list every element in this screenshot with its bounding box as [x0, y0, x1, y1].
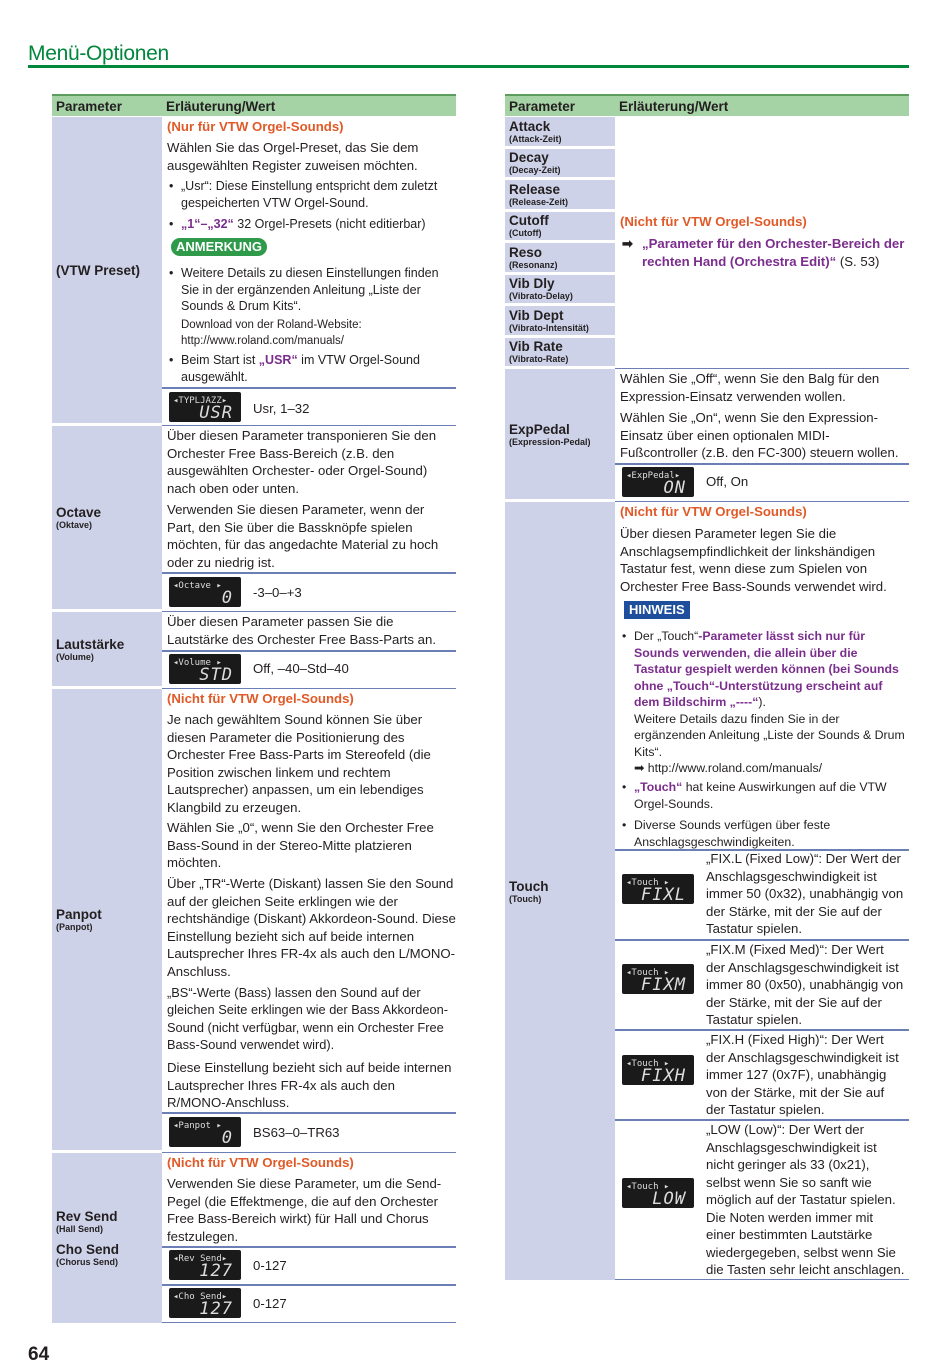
cho-send-lcd-display: [169, 1288, 241, 1318]
touch-b1-highlight: -Parameter lässt sich nur für Sounds verwenden, die allein über die Tastatur gespielt werden können (bei Sounds ohne „Touch“-Unterstützung erscheint auf dem Bildschirm „----“: [634, 629, 899, 709]
cho-send-sub: (Chorus Send): [56, 1257, 118, 1267]
vtw-bullet-4: [181, 352, 453, 385]
decay-sub: (Decay-Zeit): [509, 165, 561, 176]
vtw-lcd-value: USR: [199, 402, 233, 423]
vib-rate-name: Vib Rate: [509, 339, 563, 355]
vtw-bullet-3: • Weitere Details zu diesen Einstellungen finden Sie in der ergänzenden Anleitung „Liste der Sounds & Drum Kits“.: [181, 265, 453, 315]
vib-rate-param-cell: [505, 338, 615, 370]
touch-param-cell: [505, 502, 615, 1280]
octave-p2: Verwenden Sie diesen Parameter, wenn der Part, den Sie über die Bassknöpfe spielen möchten, für das angedachte Material zu hoch oder zu niedrig ist.: [167, 502, 439, 570]
rev-send-value: 0-127: [253, 1258, 287, 1273]
touch-b1c: Weitere Details dazu finden Sie in der ergänzenden Anleitung „Liste der Sounds & Drum Kits“.: [634, 711, 905, 759]
vib-dly-param-cell: [505, 275, 615, 307]
panpot-desc-cell: [162, 689, 456, 1153]
touch-fixm-lcd-value: FIXM: [641, 974, 686, 995]
panpot-param-cell: [52, 689, 162, 1153]
panpot-p5: Diese Einstellung bezieht sich auf beide internen Lautsprecher Ihres FR-4x als auch den R/MONO-Anschluss.: [167, 1060, 452, 1110]
touch-bullet-3: • Diverse Sounds verfügen über feste Anschlagsgeschwindigkeiten.: [634, 817, 906, 850]
panpot-p4: „BS“-Werte (Bass) lassen den Sound auf der gleichen Seite erklingen wie der Bass Akkordeon-Sound (nicht verfügbar, wenn ein Orchester Free Bass-Sound verwendet wird).: [167, 985, 448, 1052]
panpot-p2: Wählen Sie „0“, wenn Sie den Orchester Free Bass-Sound in der Stereo-Mitte platzieren möchten.: [167, 820, 434, 870]
exppedal-p2: Wählen Sie „On“, wenn Sie den Expression-Einsatz über einen optionalen MIDI-Fußcontroller (z.B. den FC-300) steuern wollen.: [620, 410, 899, 460]
exppedal-name: ExpPedal: [509, 421, 570, 437]
touch-b1-url[interactable]: http://www.roland.com/manuals/: [647, 761, 823, 775]
decay-param-cell: [505, 149, 615, 181]
vib-dly-sub: (Vibrato-Delay): [509, 291, 573, 302]
cho-send-name: Cho Send: [56, 1242, 119, 1257]
vtw-b4b: im VTW Orgel-Sound ausgewählt.: [181, 353, 420, 384]
arrow-right-icon: ➡: [622, 236, 634, 251]
panpot-value: BS63–0–TR63: [253, 1125, 340, 1140]
exppedal-value: Off, On: [706, 474, 749, 489]
vtw-lcd-label: ◂TYPLJAZZ▸: [173, 396, 228, 406]
octave-param-sub: (Oktave): [56, 520, 93, 530]
title-rule: [28, 65, 909, 68]
vtw-download: Download von der Roland-Website: http://www.roland.com/manuals/: [181, 319, 362, 347]
touch-fixm-lcd-label: ◂Touch ▸: [626, 968, 670, 978]
volume-lcd-display: [169, 654, 241, 684]
vib-rate-sub: (Vibrato-Rate): [509, 354, 569, 365]
touch-fixh-text: „FIX.H (Fixed High)“: Der Wert der Anschlagsgeschwindigkeit ist immer 127 (0x7F), unabhängig von der Stärke, mit der Sie auf der Tastatur spielen.: [706, 1032, 899, 1117]
panpot-lcd-value: 0: [221, 1127, 233, 1148]
panpot-note: (Nicht für VTW Orgel-Sounds): [167, 691, 354, 706]
touch-fixl-lcd: [622, 874, 694, 904]
octave-param-name: Octave: [56, 505, 102, 520]
cho-send-value: 0-127: [253, 1296, 287, 1311]
attack-sub: (Attack-Zeit): [509, 133, 562, 144]
rev-send-lcd-display: [169, 1250, 241, 1280]
send-p1: Verwenden Sie diese Parameter, um die Send-Pegel (die Effektmenge, die auf den Orchester Free Bass-Bereich wirkt) für Hall und Chorus festzulegen.: [167, 1176, 442, 1244]
panpot-param-name: Panpot: [56, 907, 102, 922]
envelope-desc-cell: [615, 117, 909, 369]
vib-dept-param-cell: [505, 306, 615, 338]
exppedal-lcd-label: ◂ExpPedal▸: [626, 471, 681, 481]
vtw-separator: [162, 387, 456, 389]
panpot-lcd-label: ◂Panpot ▸: [173, 1121, 222, 1131]
octave-p1: Über diesen Parameter transponieren Sie den Orchester Free Bass-Bereich (z.B. den ausgewählten Orchester- oder Orgel-Sound) nach oben oder unten.: [167, 428, 437, 496]
cutoff-name: Cutoff: [509, 213, 549, 229]
vtw-note: (Nur für VTW Orgel-Sounds): [167, 119, 344, 134]
panpot-p1: Je nach gewähltem Sound können Sie über diesen Parameter die Positionierung des Orchester Free Bass-Parts im Stereofeld (die Position zwischen linkem und rechtem Lautsprecher) anpassen, um ein lebendiges Klangbild zu erzeugen.: [167, 712, 431, 815]
panpot-param-sub: (Panpot): [56, 922, 93, 932]
panpot-lcd-display: [169, 1117, 241, 1147]
vtw-desc-cell: [162, 117, 456, 426]
right-table-header: [505, 94, 909, 116]
send-note: (Nicht für VTW Orgel-Sounds): [167, 1155, 354, 1170]
vib-dept-sub: (Vibrato-Intensität): [509, 322, 589, 333]
exppedal-separator: [615, 463, 909, 465]
release-name: Release: [509, 181, 561, 197]
exppedal-lcd-display: [622, 467, 694, 497]
send-desc-cell: [162, 1153, 456, 1323]
send-separator-1: [162, 1246, 456, 1248]
octave-lcd-label: ◂Octave ▸: [173, 581, 222, 591]
vtw-b4a: Beim Start ist: [181, 353, 259, 367]
vtw-value: Usr, 1–32: [253, 401, 310, 416]
envelope-link: [642, 235, 907, 270]
touch-fixh-lcd-label: ◂Touch ▸: [626, 1059, 670, 1069]
volume-value: Off, –40–Std–40: [253, 661, 349, 676]
volume-lcd-value: STD: [199, 664, 233, 685]
envelope-note: (Nicht für VTW Orgel-Sounds): [620, 214, 807, 229]
touch-b1a: Der „Touch“: [634, 629, 699, 643]
vtw-param-cell: [52, 117, 162, 426]
exppedal-lcd-value: ON: [663, 477, 686, 498]
touch-fixm-text: „FIX.M (Fixed Med)“: Der Wert der Anschlagsgeschwindigkeit ist immer 80 (0x50), unabhängig von der Stärke, mit der Sie auf der Tastatur spielen.: [706, 942, 904, 1027]
volume-param-name: Lautstärke: [56, 636, 125, 652]
touch-fixl-lcd-label: ◂Touch ▸: [626, 878, 670, 888]
envelope-row: [505, 117, 909, 369]
send-separator-2: [162, 1284, 456, 1286]
orchestra-edit-page: (S. 53): [836, 253, 880, 269]
volume-param-sub: (Volume): [56, 651, 94, 662]
touch-sub: (Touch): [509, 893, 542, 904]
vtw-range-highlight: „1“–„32“: [181, 217, 234, 231]
exppedal-sub: (Expression-Pedal): [509, 436, 591, 447]
octave-row: [52, 426, 456, 612]
touch-row: [505, 502, 909, 1280]
send-param-cell: [52, 1153, 162, 1323]
hinweis-badge: HINWEIS: [624, 601, 690, 619]
touch-b2-highlight: „Touch“: [634, 780, 683, 794]
vtw-lcd-display: [169, 392, 241, 422]
volume-desc-cell: [162, 612, 456, 689]
panpot-p3: Über „TR“-Werte (Diskant) lassen Sie den Sound auf der gleichen Seite erklingen wie der rechtshändige (Diskant) Akkordeon-Sound. Diese Einstellung bezieht sich auf beide internen Lautsprecher Ihres FR-4x als auch den L/MONO-Anschluss.: [167, 876, 456, 979]
exppedal-desc-cell: [615, 369, 909, 502]
header-parameter: Parameter: [56, 98, 123, 114]
orchestra-edit-link[interactable]: „Parameter für den Orchester-Bereich der rechten Hand (Orchestra Edit)“: [642, 236, 905, 269]
page-title: Menü-Optionen: [28, 42, 169, 65]
decay-name: Decay: [509, 150, 549, 166]
touch-b1b: ).: [758, 695, 766, 709]
volume-param-cell: [52, 612, 162, 689]
touch-b2-text: hat keine Auswirkungen auf die VTW Orgel-Sounds.: [634, 780, 887, 811]
envelope-param-list: [505, 117, 615, 369]
rev-send-sub: (Hall Send): [56, 1224, 104, 1234]
vtw-param-name: (VTW Preset): [56, 262, 141, 278]
touch-fixm-lcd: [622, 964, 694, 994]
rev-send-lcd-value: 127: [199, 1260, 233, 1281]
touch-desc-cell: [615, 502, 909, 1280]
vtw-bullet-2: [181, 216, 453, 234]
octave-separator: [162, 572, 456, 574]
rev-send-name: Rev Send: [56, 1209, 118, 1224]
touch-low-lcd-value: LOW: [652, 1188, 686, 1209]
vib-dept-name: Vib Dept: [509, 307, 564, 323]
octave-lcd-value: 0: [221, 587, 233, 608]
touch-low-lcd-label: ◂Touch ▸: [626, 1182, 670, 1192]
touch-fixh-lcd-value: FIXH: [641, 1065, 686, 1086]
volume-p1: Über diesen Parameter passen Sie die Lautstärke des Orchester Free Bass-Parts an.: [167, 614, 436, 647]
touch-p1: Über diesen Parameter legen Sie die Anschlagsempfindlichkeit der linkshändigen Tastatur fest, wenn diese zum Spielen von Orchester Free Bass-Sounds verwendet wird.: [620, 526, 887, 594]
touch-low-text: „LOW (Low)“: Der Wert der Anschlagsgeschwindigkeit ist nicht geringer als 33 (0x21), selbst wenn Sie so sanft wie möglich auf der Tastatur spielen. Die Noten werden immer mit einer bestimmten Lautstärke wiedergegeben, selbst wenn Sie die Tasten sehr leicht anschlagen.: [706, 1122, 905, 1277]
reso-param-cell: [505, 243, 615, 275]
cutoff-sub: (Cutoff): [509, 228, 542, 239]
header-explanation: Erläuterung/Wert: [166, 98, 276, 114]
cutoff-param-cell: [505, 212, 615, 244]
left-table: [52, 94, 456, 1324]
release-param-cell: [505, 180, 615, 212]
volume-row: [52, 612, 456, 689]
attack-param-cell: [505, 117, 615, 149]
left-table-header: [52, 94, 456, 116]
header-parameter-right: Parameter: [509, 98, 576, 114]
reso-sub: (Resonanz): [509, 259, 558, 270]
vtw-bullet-1: • „Usr“: Diese Einstellung entspricht dem zuletzt gespeicherten VTW Orgel-Sound.: [181, 178, 453, 211]
attack-name: Attack: [509, 118, 551, 134]
vtw-p1: Wählen Sie das Orgel-Preset, das Sie dem ausgewählten Register zuweisen möchten.: [167, 140, 419, 173]
touch-low-lcd: [622, 1178, 694, 1208]
rev-send-lcd-label: ◂Rev Send▸: [173, 1254, 228, 1264]
header-explanation-right: Erläuterung/Wert: [619, 98, 729, 114]
octave-value: -3–0–+3: [253, 585, 302, 600]
exppedal-row: [505, 369, 909, 502]
touch-fixh-lcd: [622, 1055, 694, 1085]
cho-send-lcd-label: ◂Cho Send▸: [173, 1292, 228, 1302]
arrow-right-icon: ➡: [634, 761, 648, 775]
octave-lcd-display: [169, 577, 241, 607]
exppedal-param-cell: [505, 369, 615, 502]
octave-param-cell: [52, 426, 162, 612]
vtw-row: [52, 117, 456, 426]
cho-send-lcd-value: 127: [199, 1298, 233, 1319]
exppedal-p1: Wählen Sie „Off“, wenn Sie den Balg für den Expression-Einsatz verwenden wollen.: [620, 371, 880, 404]
right-table: [505, 94, 909, 1280]
vtw-range-text: 32 Orgel-Presets (nicht editierbar): [233, 217, 426, 231]
vib-dly-name: Vib Dly: [509, 276, 555, 292]
panpot-row: [52, 689, 456, 1153]
touch-bullet-2: [634, 779, 906, 812]
touch-name: Touch: [509, 878, 549, 894]
volume-separator: [162, 650, 456, 652]
touch-fixl-text: „FIX.L (Fixed Low)“: Der Wert der Anschlagsgeschwindigkeit ist immer 50 (0x32), unabhängig von der Stärke, mit der Sie auf der Tastatur spielen.: [706, 851, 904, 936]
reso-name: Reso: [509, 244, 543, 260]
vtw-usr-highlight: „USR“: [258, 353, 298, 367]
page-number: 64: [28, 1344, 50, 1365]
anmerkung-badge: ANMERKUNG: [171, 238, 267, 256]
octave-desc-cell: [162, 426, 456, 612]
send-row: [52, 1153, 456, 1323]
touch-fixl-lcd-value: FIXL: [641, 884, 686, 905]
volume-lcd-label: ◂Volume ▸: [173, 658, 222, 668]
touch-note: (Nicht für VTW Orgel-Sounds): [620, 504, 807, 519]
release-sub: (Release-Zeit): [509, 196, 569, 207]
panpot-separator: [162, 1112, 456, 1114]
touch-bullet-1: [634, 628, 906, 777]
